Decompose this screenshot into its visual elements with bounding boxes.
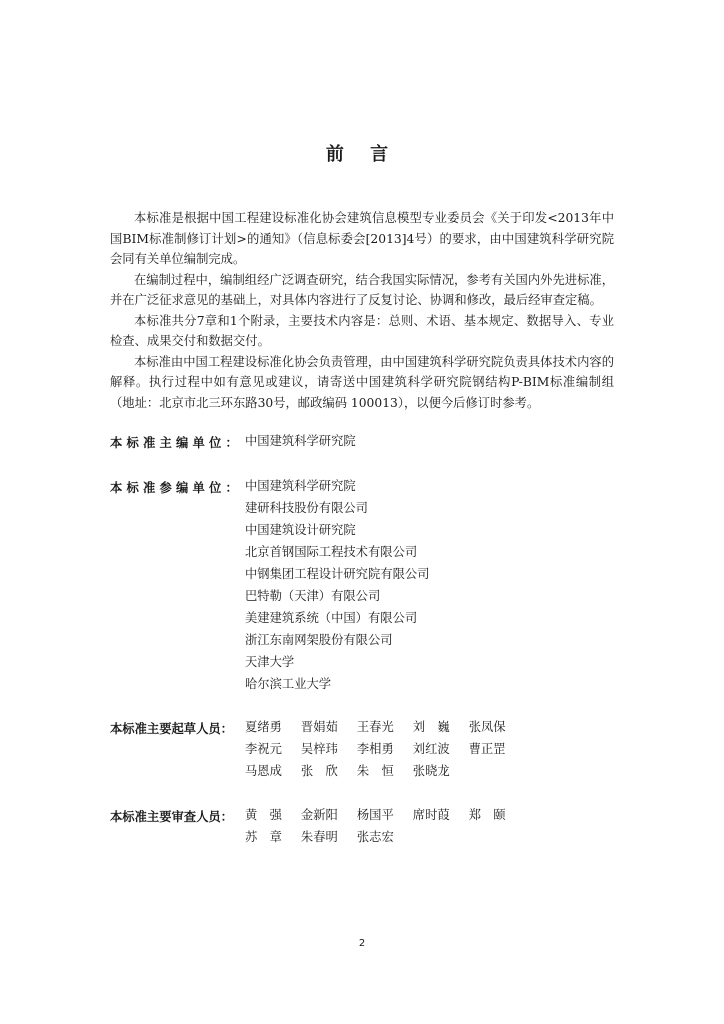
participating-unit-item: 天津大学	[245, 655, 295, 669]
participating-unit-item: 中钢集团工程设计研究院有限公司	[245, 567, 430, 581]
drafters-row	[245, 719, 521, 741]
person-name: 郑 颐	[468, 808, 506, 822]
page-title: 前 言	[325, 144, 399, 165]
drafters-list	[245, 719, 521, 785]
participating-units-label: 本标准参编单位：	[110, 481, 242, 495]
preface-body	[110, 208, 614, 413]
person-name: 吴梓玮	[300, 742, 338, 756]
participating-unit-item: 建研科技股份有限公司	[245, 501, 368, 515]
person-name: 刘 巍	[412, 720, 450, 734]
person-name: 黄 强	[245, 808, 282, 822]
person-name: 王春光	[356, 720, 394, 734]
person-name: 金新阳	[300, 808, 338, 822]
reviewers-list	[245, 807, 521, 851]
person-name: 刘红波	[412, 742, 450, 756]
reviewers-row	[245, 829, 521, 851]
person-name: 杨国平	[356, 808, 394, 822]
preface-paragraph-2: 在编制过程中，编制组经广泛调查研究，结合我国实际情况，参考有关国内外先进标准，并在广泛征求意见的基础上，对具体内容进行了反复讨论、协调和修改，最后经审查定稿。	[110, 272, 614, 307]
preface-paragraph-1: 本标准是根据中国工程建设标准化协会建筑信息模型专业委员会《关于印发<2013年中国BIM标准制修订计划>的通知》（信息标委会[2013]4号）的要求，由中国建筑科学研究院会同有关单位编制完成。	[110, 211, 614, 266]
person-name: 晋娟茹	[300, 720, 338, 734]
person-name: 苏 章	[245, 830, 282, 844]
person-name: 张 欣	[300, 764, 338, 778]
participating-unit-item: 巴特勒（天津）有限公司	[245, 589, 381, 603]
drafters-row	[245, 741, 521, 763]
participating-unit-item: 哈尔滨工业大学	[245, 677, 332, 691]
person-name: 朱 恒	[356, 764, 394, 778]
person-name: 马恩成	[245, 764, 282, 778]
participating-unit-item: 中国建筑设计研究院	[245, 523, 356, 537]
chief-unit-label: 本标准主编单位：	[110, 436, 242, 450]
person-name: 朱春明	[300, 830, 338, 844]
person-name: 夏绪勇	[245, 720, 282, 734]
chief-unit-item: 中国建筑科学研究院	[245, 434, 356, 448]
participating-units-list	[245, 478, 429, 698]
person-name: 张志宏	[356, 830, 394, 844]
preface-paragraph-3: 本标准共分7章和1个附录，主要技术内容是：总则、术语、基本规定、数据导入、专业检查、成果交付和数据交付。	[110, 313, 614, 348]
person-name: 曹正罡	[468, 742, 506, 756]
drafters-label: 本标准主要起草人员：	[110, 722, 233, 736]
person-name: 张凤保	[468, 720, 506, 734]
preface-paragraph-4: 本标准由中国工程建设标准化协会负责管理，由中国建筑科学研究院负责具体技术内容的解释。执行过程中如有意见或建议，请寄送中国建筑科学研究院钢结构P-BIM标准编制组（地址：北京市北三环东路30号，邮政编码 100013），以便今后修订时参考。	[110, 354, 614, 410]
page-number: 2	[358, 938, 366, 949]
reviewers-row	[245, 807, 521, 829]
person-name: 李相勇	[356, 742, 394, 756]
person-name: 李祝元	[245, 742, 282, 756]
participating-unit-item: 北京首钢国际工程技术有限公司	[245, 545, 418, 559]
participating-unit-item: 浙江东南网架股份有限公司	[245, 633, 393, 647]
participating-unit-item: 美建建筑系统（中国）有限公司	[245, 611, 418, 625]
chief-unit-list	[245, 433, 356, 455]
person-name: 张晓龙	[412, 764, 450, 778]
person-name: 席时葭	[412, 808, 450, 822]
participating-unit-item: 中国建筑科学研究院	[245, 479, 356, 493]
reviewers-label: 本标准主要审查人员：	[110, 810, 233, 824]
drafters-row	[245, 763, 521, 785]
